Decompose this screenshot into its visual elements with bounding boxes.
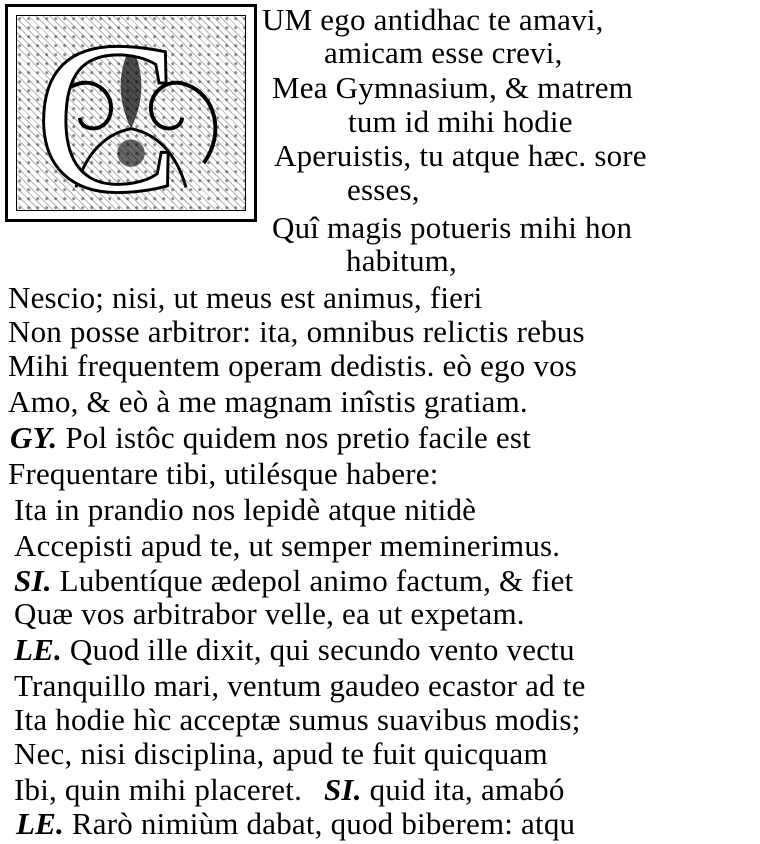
speaker-label: LE.: [16, 806, 64, 841]
text-line-9: Nescio; nisi, ut meus est animus, fieri: [8, 280, 483, 315]
initial-letter-c: [17, 16, 245, 210]
text-line-19: LE. Quod ille dixit, qui secundo vento vectu: [14, 632, 575, 667]
text-line-4: tum id mihi hodie: [348, 104, 573, 139]
text-line-7: Quî magis potueris mihi hon: [272, 210, 633, 245]
text-line-20: Tranquillo mari, ventum gaudeo ecastor ad te: [14, 668, 586, 703]
text-line-10: Non posse arbitror: ita, omnibus relictis rebus: [8, 314, 585, 349]
text-line-18: Quæ vos arbitrabor velle, ea ut expetam.: [14, 596, 525, 631]
text-line-23: Ibi, quin mihi placeret. SI. quid ita, amabó: [14, 772, 565, 807]
text-line-16: Accepisti apud te, ut semper meminerimus.: [14, 528, 561, 563]
text-line-12: Amo, & eò à me magnam inîstis gratiam.: [8, 384, 528, 419]
text-line-17: SI. Lubentíque ædepol animo factum, & fiet: [14, 563, 574, 598]
text-line-1: UM ego antidhac te amavi,: [262, 2, 604, 37]
text-line-8: habitum,: [346, 243, 457, 278]
svg-text:C: C: [34, 16, 181, 210]
text-line-6: esses,: [347, 172, 420, 207]
text-line-11: Mihi frequentem operam dedistis. eò ego vos: [8, 348, 578, 383]
text-line-22: Nec, nisi disciplina, apud te fuit quicquam: [14, 736, 548, 771]
ornamental-initial-frame: [16, 15, 246, 211]
speaker-label: GY.: [10, 420, 58, 455]
text-line-24: LE. Rarò nimiùm dabat, quod biberem: atqu: [16, 806, 576, 841]
text-line-21: Ita hodie hìc acceptæ sumus suavibus modis;: [14, 702, 581, 737]
text-line-14: Frequentare tibi, utilésque habere:: [8, 456, 439, 491]
ornamental-initial: [5, 4, 257, 222]
speaker-label: SI.: [14, 563, 52, 598]
speaker-label: SI.: [323, 772, 362, 807]
speaker-label: LE.: [14, 632, 62, 667]
text-line-2: amicam esse crevi,: [324, 35, 563, 70]
text-line-3: Mea Gymnasium, & matrem: [272, 70, 634, 105]
text-line-13: GY. Pol istôc quidem nos pretio facile est: [10, 420, 531, 455]
text-line-5: Aperuistis, tu atque hæc. sore: [274, 138, 647, 173]
text-line-15: Ita in prandio nos lepidè atque nitidè: [14, 492, 477, 527]
